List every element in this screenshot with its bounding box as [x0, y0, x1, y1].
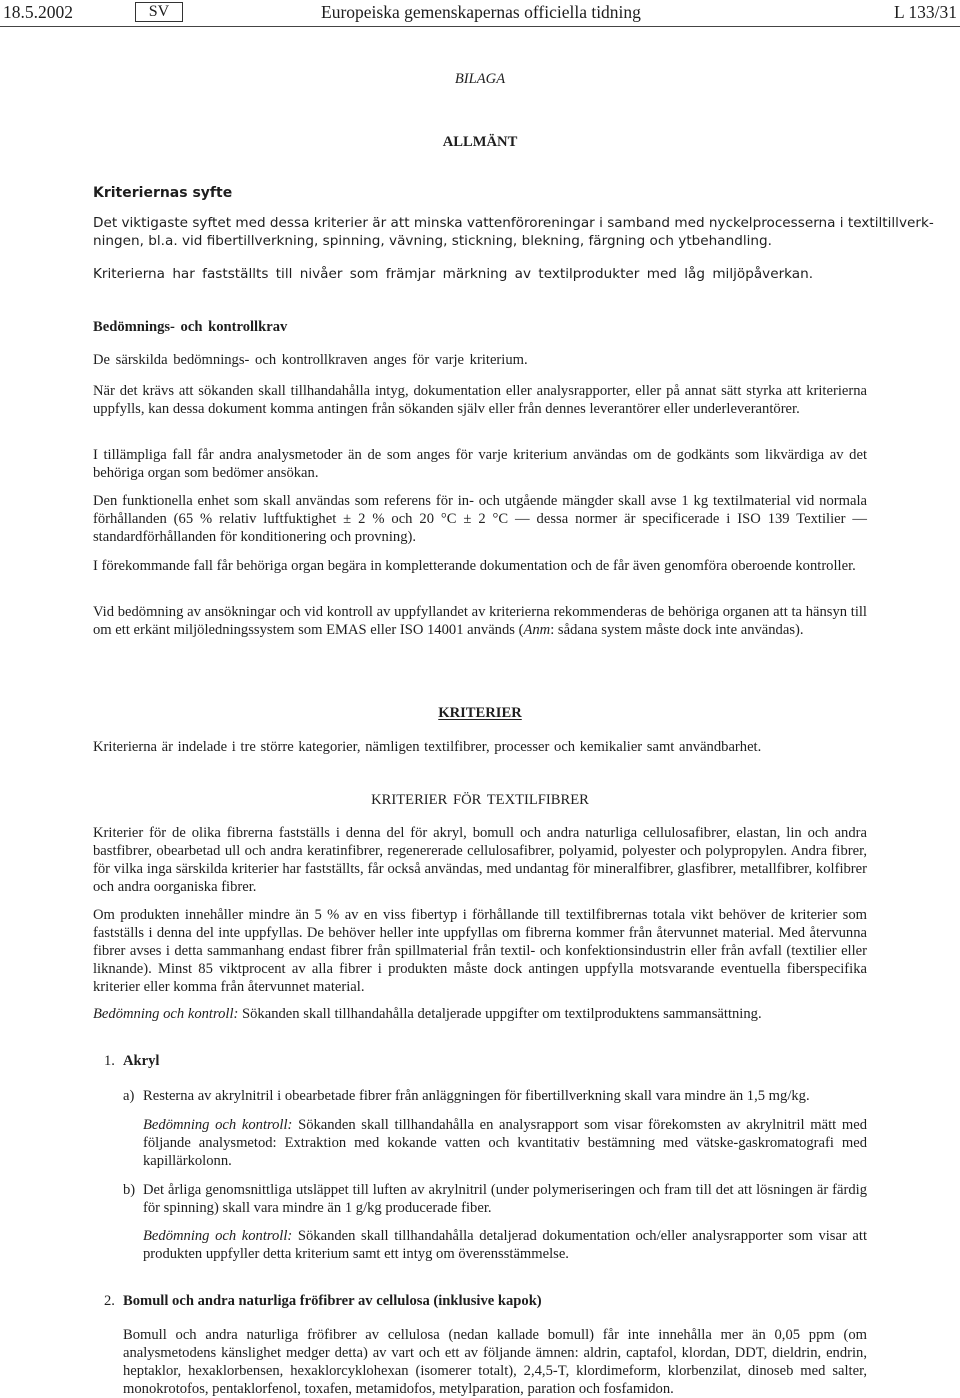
criterion-number: 2.	[104, 1293, 115, 1309]
fibres-title: KRITERIER FÖR TEXTILFIBRER	[371, 792, 589, 808]
assessment-paragraph-2: När det krävs att sökanden skall tillhandahålla intyg, dokumentation eller analysrapporter, eller på annat sätt styrka att kriterierna uppfylls, kan dessa dokument komma antingen från sökanden själv eller från dennes leverantörer eller underleverantörer.	[93, 383, 867, 417]
page-header	[0, 0, 960, 28]
criterion-title: Bomull och andra naturliga fröfibrer av cellulosa (inklusive kapok)	[123, 1293, 542, 1309]
publication-date: 18.5.2002	[3, 2, 73, 22]
purpose-paragraph-2: Kriterierna har fastställts till nivåer som främjar märkning av textilprodukter med låg miljöpåverkan.	[93, 266, 814, 282]
fibres-paragraph-1: Kriterier för de olika fibrerna fastställs i denna del för akryl, bomull och andra naturliga cellulosafibrer, elastan, lin och andra bastfibrer, obearbetad ull och andra keratinfibrer, regenererade cellulosafibrer, polyamid, polyester och polypropylen. Andra fibrer, för vilka inga särskilda kriterier har fastställts, får också användas, med undantag för mineralfibrer, glasfibrer, metallfibrer, kolfibrer och andra oorganiska fibrer.	[93, 825, 867, 895]
purpose-paragraph-1-line-1: Det viktigaste syftet med dessa kriterier är att minska vattenföroreningar i samband med nyckelprocesserna i textiltillverk-	[93, 215, 934, 231]
sub-assessment-text: Sökanden skall tillhandahålla detaljerad dokumentation och/eller analysrapporter som visar att produkten uppfyller detta kriterium samt ett intyg om överensstämmelse.	[143, 1228, 867, 1262]
sub-text: Resterna av akrylnitril i obearbetade fibrer från anläggningen för fibertillverkning skall vara mindre än 1,5 mg/kg.	[143, 1088, 810, 1104]
criteria-intro: Kriterierna är indelade i tre större kategorier, nämligen textilfibrer, processer och kemikalier samt användbarhet.	[93, 739, 762, 755]
sub-assessment	[143, 1227, 867, 1263]
assessment-paragraph-5: I förekommande fall får behöriga organ begära in kompletterande dokumentation och de får även genomföra oberoende kontroller.	[93, 558, 856, 574]
general-title: ALLMÄNT	[442, 134, 518, 150]
assessment-paragraph-6-text: Vid bedömning av ansökningar och vid kontroll av uppfyllandet av kriterierna rekommenderas de behöriga organen att ta hänsyn till om ett erkänt miljöledningssystem som EMAS eller ISO 14001 används (	[93, 604, 867, 638]
header-rule	[0, 26, 960, 27]
page-reference: L 133/31	[893, 2, 957, 22]
assessment-paragraph-4: Den funktionella enhet som skall användas som referens för in- och utgående mängder skall avse 1 kg textilmaterial vid normala förhållanden (65 % relativ luftfuktighet ± 2 % och 20 °C ± 2 °C — dessa normer är specificerade i ISO 139 Textilier — standardförhållanden för konditionering och provning).	[93, 493, 867, 545]
criteria-title: KRITERIER	[438, 705, 522, 721]
sub-text: Det årliga genomsnittliga utsläppet till luften av akrylnitril (under polymeriseringen och fram till det att lösningen är färdig för spinning) skall vara mindre än 1 g/kg producerade fiber.	[143, 1182, 867, 1216]
sub-assessment	[143, 1116, 867, 1170]
criterion-2-text: Bomull och andra naturliga fröfibrer av cellulosa (nedan kallade bomull) får inte innehålla mer än 0,05 ppm (om analysmetodens känslighet medger detta) av vart och ett av följande ämnen: aldrin, captafol, klordan, DDT, dieldrin, endrin, heptaklor, hexaklorbensen, hexaklorcyklohexan (isomerer totalt), 2,4,5-T, klordimeform, klorbenzilat, dinoseb med salter, monokrotofos, pentaklorfenol, toxafen, metamidofos, metylparation, paration och fosfamidon.	[123, 1327, 867, 1397]
sub-assessment-label: Bedömning och kontroll:	[143, 1117, 293, 1133]
sub-assessment-text: Sökanden skall tillhandahålla en analysrapport som visar förekomsten av akrylnitril mätt med följande analysmetod: Extraktion med kokande vatten och kvantitativ bestämning med vätske-gaskromatografi med kapillärkolonn.	[143, 1117, 867, 1169]
assessment-paragraph-1: De särskilda bedömnings- och kontrollkraven anges för varje kriterium.	[93, 352, 528, 368]
journal-title: Europeiska gemenskapernas officiella tidning	[321, 2, 641, 22]
fibres-assessment-label: Bedömning och kontroll:	[93, 1006, 239, 1022]
fibres-paragraph-2: Om produkten innehåller mindre än 5 % av en viss fibertyp i förhållande till textilfibrernas totala vikt behöver de kriterier som fastställs i denna del inte uppfyllas. De behöver heller inte uppfyllas om fibrerna kommer från återvunnet material. Med återvunna fibrer avses i detta sammanhang endast fibrer från spillmaterial från textil- och konfektionsindustrin eller från avfall (textilier eller liknande). Minst 85 viktprocent av alla fibrer i produkten måste dock antingen uppfylla motsvarande eventuella fiberspecifika kriterier eller komma från återvunnet material.	[93, 907, 867, 995]
sub-label: a)	[123, 1088, 135, 1104]
sub-assessment-label: Bedömning och kontroll:	[143, 1228, 293, 1244]
fibres-assessment-text: Sökanden skall tillhandahålla detaljerade uppgifter om textilproduktens sammansättning.	[238, 1006, 762, 1022]
assessment-note-label: Anm	[523, 622, 551, 638]
purpose-heading: Kriteriernas syfte	[93, 185, 233, 201]
sub-label: b)	[123, 1182, 136, 1198]
criterion-number: 1.	[104, 1053, 115, 1069]
language-code-box: SV	[135, 2, 183, 22]
purpose-paragraph-1	[93, 214, 934, 250]
purpose-paragraph-1-line-2: ningen, bl.a. vid fibertillverkning, spinning, vävning, stickning, blekning, färgning och ytbehandling.	[93, 233, 772, 249]
fibres-assessment	[93, 1005, 867, 1023]
assessment-paragraph-6-end: : sådana system måste dock inte användas).	[550, 622, 804, 638]
assessment-paragraph-6	[93, 603, 867, 639]
annex-title: BILAGA	[454, 71, 506, 87]
assessment-paragraph-3: I tillämpliga fall får andra analysmetoder än de som anges för varje kriterium användas om de godkänts som likvärdiga av det behöriga organ som bedömer ansökan.	[93, 447, 867, 481]
assessment-heading: Bedömnings- och kontrollkrav	[93, 319, 288, 335]
criterion-title: Akryl	[123, 1053, 160, 1069]
